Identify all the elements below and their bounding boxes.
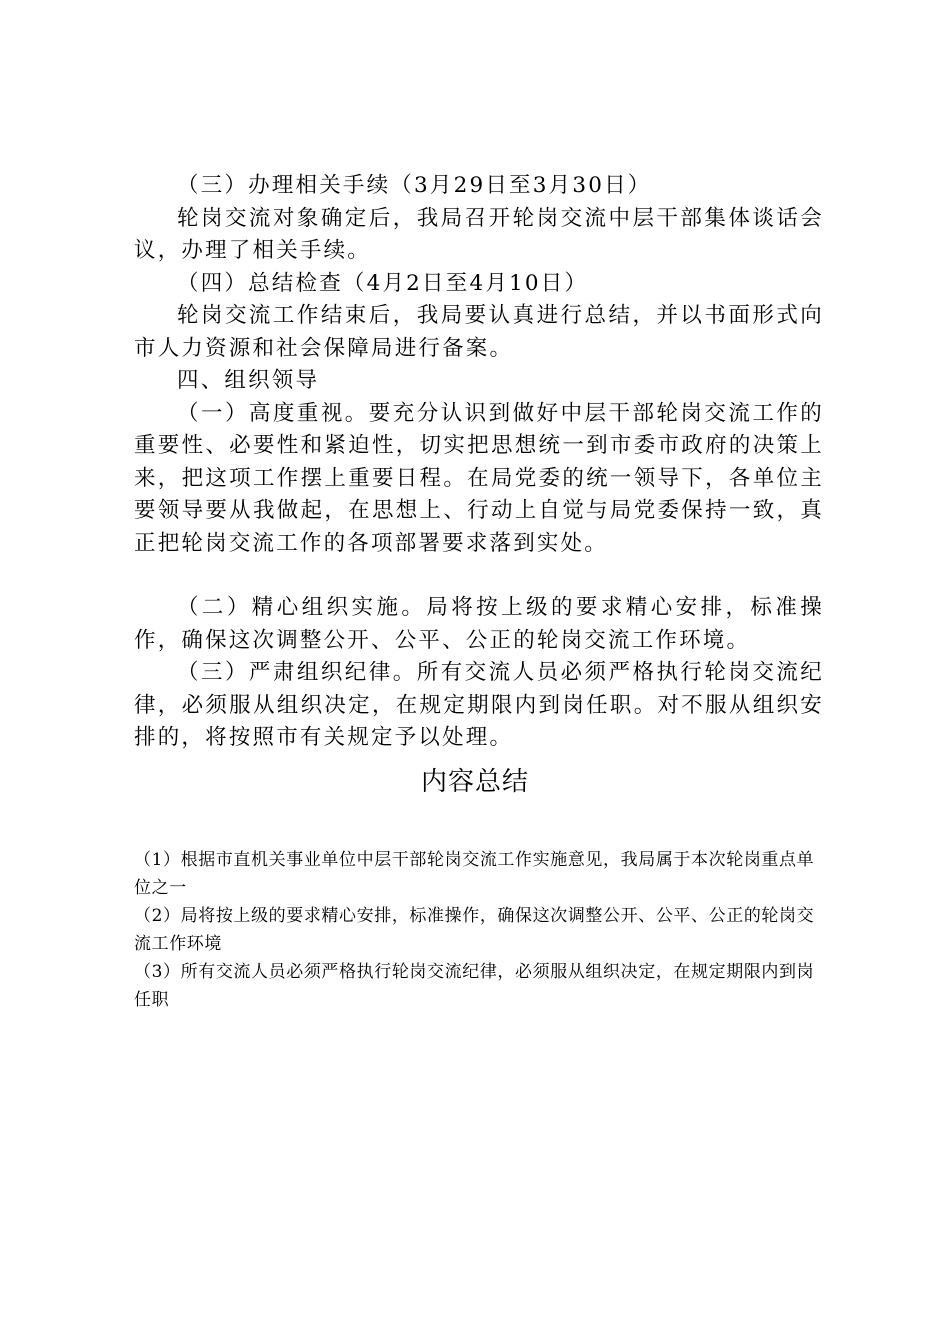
section-heading-review: （四）总结检查（4月2日至4月10日）: [177, 270, 589, 296]
body-paragraph: 轮岗交流对象确定后，我局召开轮岗交流中层干部集体谈话会议，办理了相关手续。: [134, 205, 824, 263]
body-paragraph: （一）高度重视。要充分认识到做好中层干部轮岗交流工作的重要性、必要性和紧迫性，切实把思想统一到市委市政府的决策上来，把这项工作摆上重要日程。在局党委的统一领导下，各单位主要领导要从我做起，在思想上、行动上自觉与局党委保持一致，真正把轮岗交流工作的各项部署要求落到实处。: [134, 400, 824, 556]
section-heading-procedures: （三）办理相关手续（3月29日至3月30日）: [177, 173, 652, 198]
body-paragraph: （三）严肃组织纪律。所有交流人员必须严格执行轮岗交流纪律，必须服从组织决定，在规定期限内到岗任职。对不服从组织安排的，将按照市有关规定予以处理。: [134, 660, 824, 750]
document-body: [134, 170, 824, 755]
summary-item: （2）局将按上级的要求精心安排，标准操作，确保这次调整公开、公平、公正的轮岗交流工作环境: [134, 906, 815, 954]
summary-item: （3）所有交流人员必须严格执行轮岗交流纪律，必须服从组织决定，在规定期限内到岗任职: [134, 962, 815, 1010]
summary-item: （1）根据市直机关事业单位中层干部轮岗交流工作实施意见，我局属于本次轮岗重点单位之一: [134, 850, 815, 898]
summary-title: 内容总结: [420, 767, 529, 797]
summary-list: [134, 846, 828, 1014]
body-paragraph: 轮岗交流工作结束后，我局要认真进行总结，并以书面形式向市人力资源和社会保障局进行备案。: [134, 303, 824, 361]
section-heading-leadership: 四、组织领导: [177, 368, 320, 393]
body-paragraph: （二）精心组织实施。局将按上级的要求精心安排，标准操作，确保这次调整公开、公平、公正的轮岗交流工作环境。: [134, 595, 824, 653]
